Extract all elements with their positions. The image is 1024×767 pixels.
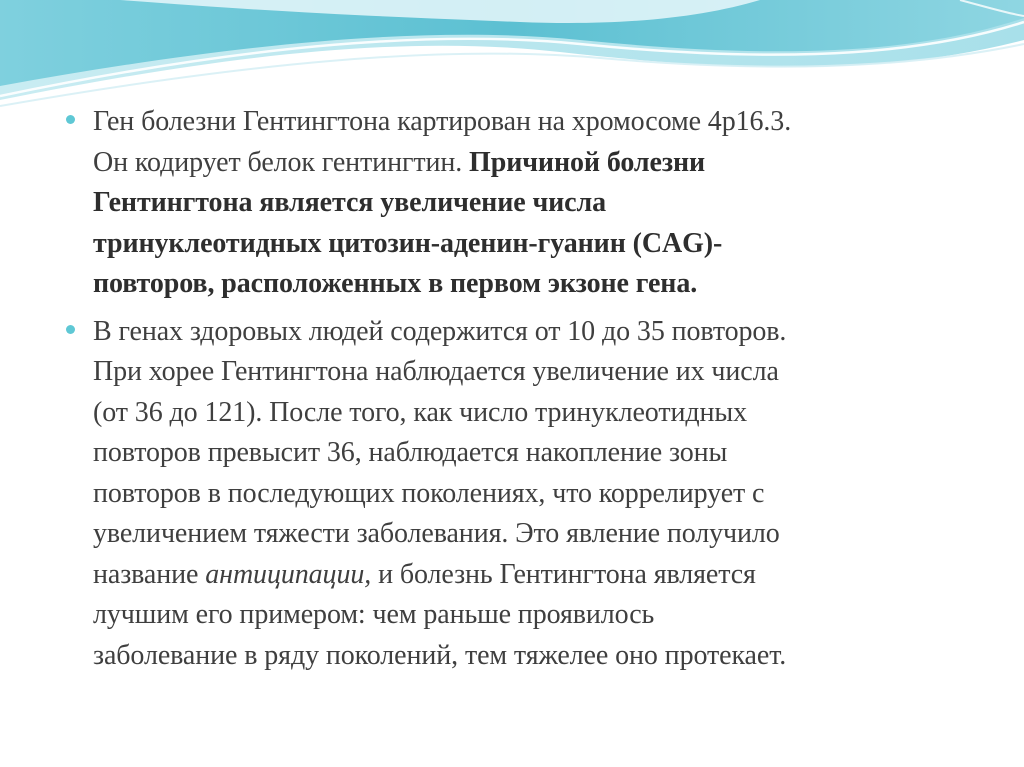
bullet-text [93, 312, 966, 677]
slide-content [66, 102, 966, 676]
bullet-text [93, 102, 966, 305]
text-line: повторов превысит 36, наблюдается накопление зоны [93, 437, 728, 468]
text-line: увеличением тяжести заболевания. Это явление получило [93, 518, 780, 549]
text-line: повторов в последующих поколениях, что коррелирует с [93, 477, 765, 509]
text-line: (от 36 до 121). После того, как число тринуклеотидных [93, 396, 747, 428]
text-line: лучшим его примером: чем раньше проявилось [93, 599, 655, 630]
bullet-dot-icon [66, 115, 75, 124]
text-line: Ген болезни Гентингтона картирован на хромосоме 4р16.3. [93, 106, 792, 137]
term-anticipation: антиципации, [205, 558, 372, 590]
text-line: При хорее Гентингтона наблюдается увеличение их числа [93, 356, 779, 387]
text-line: Гентингтона является увеличение числа [93, 187, 607, 218]
text-line: заболевание в ряду поколений, тем тяжелее оно протекает. [93, 639, 787, 671]
bullet-item-1 [66, 102, 966, 305]
text-line: В генах здоровых людей содержится от 10 до 35 повторов. [93, 315, 787, 347]
text-line: Он кодирует белок гентингтин. Причиной болезни [93, 146, 706, 178]
bullet-item-2 [66, 312, 966, 677]
bullet-dot-icon [66, 325, 75, 334]
text-line: тринуклеотидных цитозин-аденин-гуанин (CAG)- [93, 227, 723, 259]
text-line: повторов, расположенных в первом экзоне гена. [93, 268, 698, 299]
text-line: название антиципации, и болезнь Гентингтона является [93, 558, 756, 590]
